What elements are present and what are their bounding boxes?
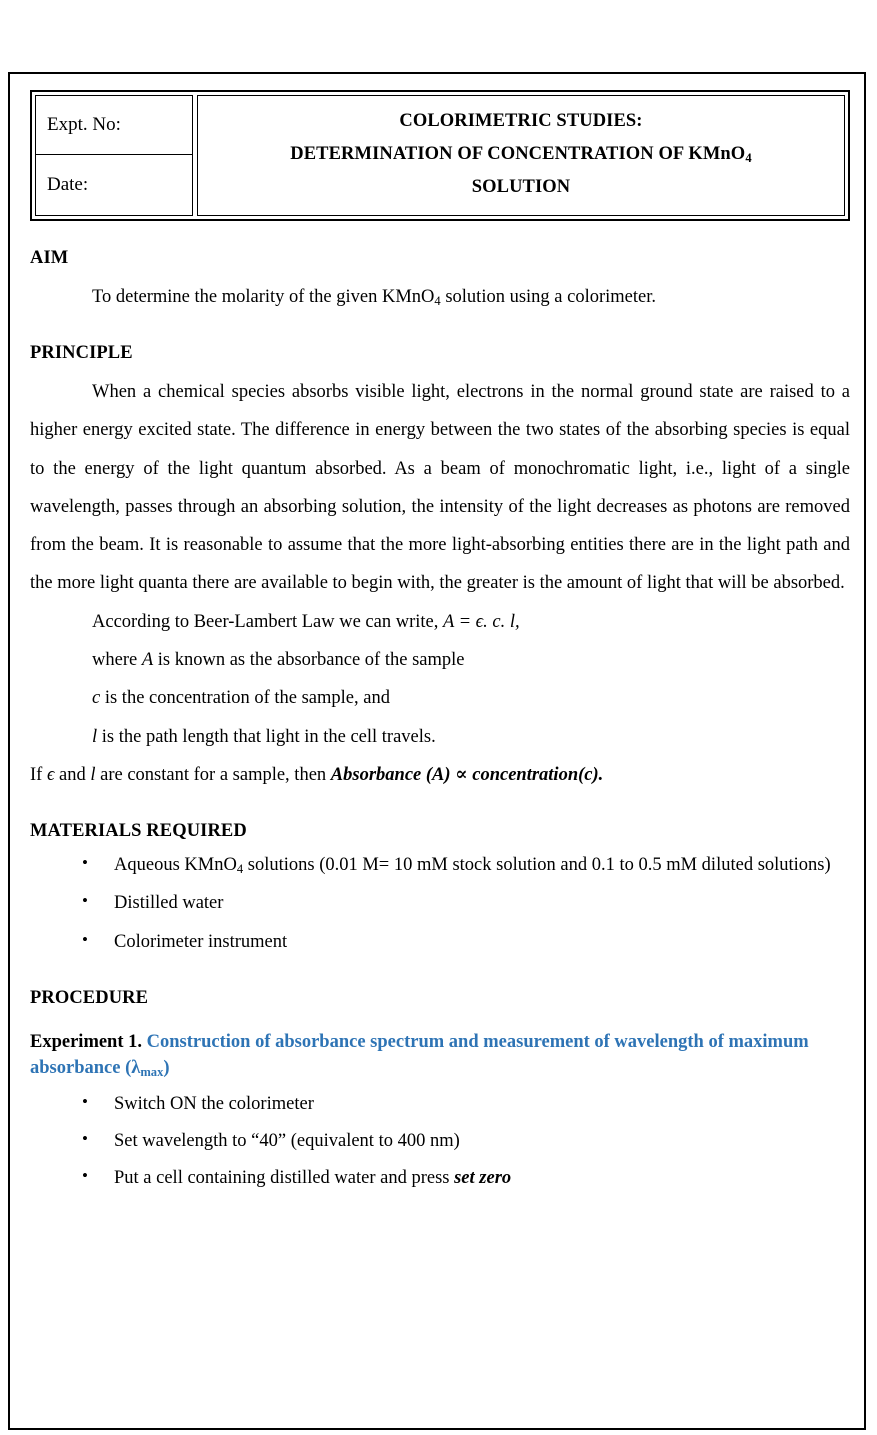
title-line-2-text: DETERMINATION OF CONCENTRATION OF KMnO: [290, 143, 746, 164]
list-item: [30, 1160, 850, 1197]
conclusion-absorbance-symbol: (A): [421, 764, 451, 785]
list-item: [30, 1086, 850, 1123]
page-content: [30, 90, 850, 1197]
definition-concentration: [30, 679, 850, 717]
proportionality-statement: [30, 756, 850, 794]
definition-pathlength: [30, 718, 850, 756]
experiment-title-subscript: max: [140, 1065, 164, 1080]
where-prefix: where: [92, 650, 142, 671]
aim-text-post: solution using a colorimeter.: [440, 286, 657, 307]
step-text: Set wavelength to “40” (equivalent to 400 nm): [114, 1130, 460, 1151]
aim-text: [30, 278, 850, 316]
definition-absorbance-text: is known as the absorbance of the sample: [153, 650, 465, 671]
variable-l: l: [92, 726, 98, 747]
variable-c: c: [92, 688, 101, 709]
material-subscript: 4: [236, 861, 244, 876]
conclusion-pre: If: [30, 764, 47, 785]
step-emphasis: set zero: [454, 1167, 512, 1188]
header-table: [30, 90, 850, 221]
principle-heading: PRINCIPLE: [30, 343, 133, 364]
materials-list: [30, 846, 850, 961]
date-label: Date:: [47, 173, 89, 195]
procedure-steps-list: [30, 1086, 850, 1197]
expt-no-cell: [36, 96, 192, 155]
principle-paragraph: When a chemical species absorbs visible light, electrons in the normal ground state are raised to a higher energy excited state. The difference in energy between the two states of the absorbing species is equal to the energy of the light quantum absorbed. As a beam of monochromatic light, i.e., light of a single wavelength, passes through an absorbing solution, the intensity of the light decreases as photons are removed from the beam. It is reasonable to assume that the more light-absorbing entities there are in the light path and the more light quanta there are available to begin with, the greater is the amount of light that will be absorbed.: [30, 382, 850, 594]
variable-l-2: l: [90, 764, 96, 785]
material-text-post: solutions (0.01 M= 10 mM stock solution and 0.1 to 0.5 mM diluted solutions): [243, 855, 831, 876]
list-item: [30, 1123, 850, 1160]
conclusion-absorbance: Absorbance: [330, 764, 422, 785]
title-line-3: SOLUTION: [471, 176, 571, 197]
beer-lambert-intro: According to Beer-Lambert Law we can write,: [92, 611, 443, 632]
document-title-cell: [197, 95, 845, 216]
variable-epsilon: ϵ: [46, 764, 55, 785]
variable-a: A: [141, 650, 154, 671]
definition-absorbance: [30, 641, 850, 679]
proportional-sign: ∝: [450, 764, 473, 785]
date-cell: [36, 155, 192, 214]
aim-heading: AIM: [30, 247, 69, 268]
title-line-2: [290, 138, 751, 171]
beer-lambert-equation: A = ϵ. c. l,: [442, 611, 520, 632]
conclusion-post: are constant for a sample, then: [95, 764, 331, 785]
material-text-pre: Aqueous KMnO: [114, 855, 237, 876]
document-page: [8, 72, 866, 1430]
material-text-pre: Colorimeter instrument: [114, 931, 288, 952]
materials-heading: MATERIALS REQUIRED: [30, 821, 247, 842]
conclusion-mid: and: [54, 764, 91, 785]
aim-text-pre: To determine the molarity of the given KMnO: [92, 286, 435, 307]
title-line-1: COLORIMETRIC STUDIES:: [399, 111, 643, 131]
procedure-heading: PROCEDURE: [30, 987, 149, 1008]
conclusion-concentration: concentration(c).: [472, 764, 604, 785]
list-item: [30, 846, 850, 884]
aim-text-subscript: 4: [434, 293, 441, 308]
experiment-1-heading: [30, 1029, 850, 1082]
title-line-2-subscript: 4: [745, 150, 752, 165]
definition-concentration-text: is the concentration of the sample, and: [100, 688, 390, 709]
material-text-pre: Distilled water: [114, 893, 224, 914]
step-text: Put a cell containing distilled water and press: [114, 1167, 455, 1188]
expt-no-label: Expt. No:: [47, 113, 121, 135]
list-item: [30, 884, 850, 922]
experiment-title-post: ): [163, 1058, 170, 1079]
experiment-title-pre: Construction of absorbance spectrum and measurement of wavelength of maximum absorbance (λ: [30, 1031, 809, 1079]
definition-pathlength-text: is the path length that light in the cell travels.: [97, 726, 436, 747]
list-item: [30, 923, 850, 961]
step-text: Switch ON the colorimeter: [114, 1093, 314, 1114]
experiment-label: Experiment 1.: [30, 1031, 143, 1052]
header-left-column: [35, 95, 193, 216]
beer-lambert-line: [30, 603, 850, 641]
